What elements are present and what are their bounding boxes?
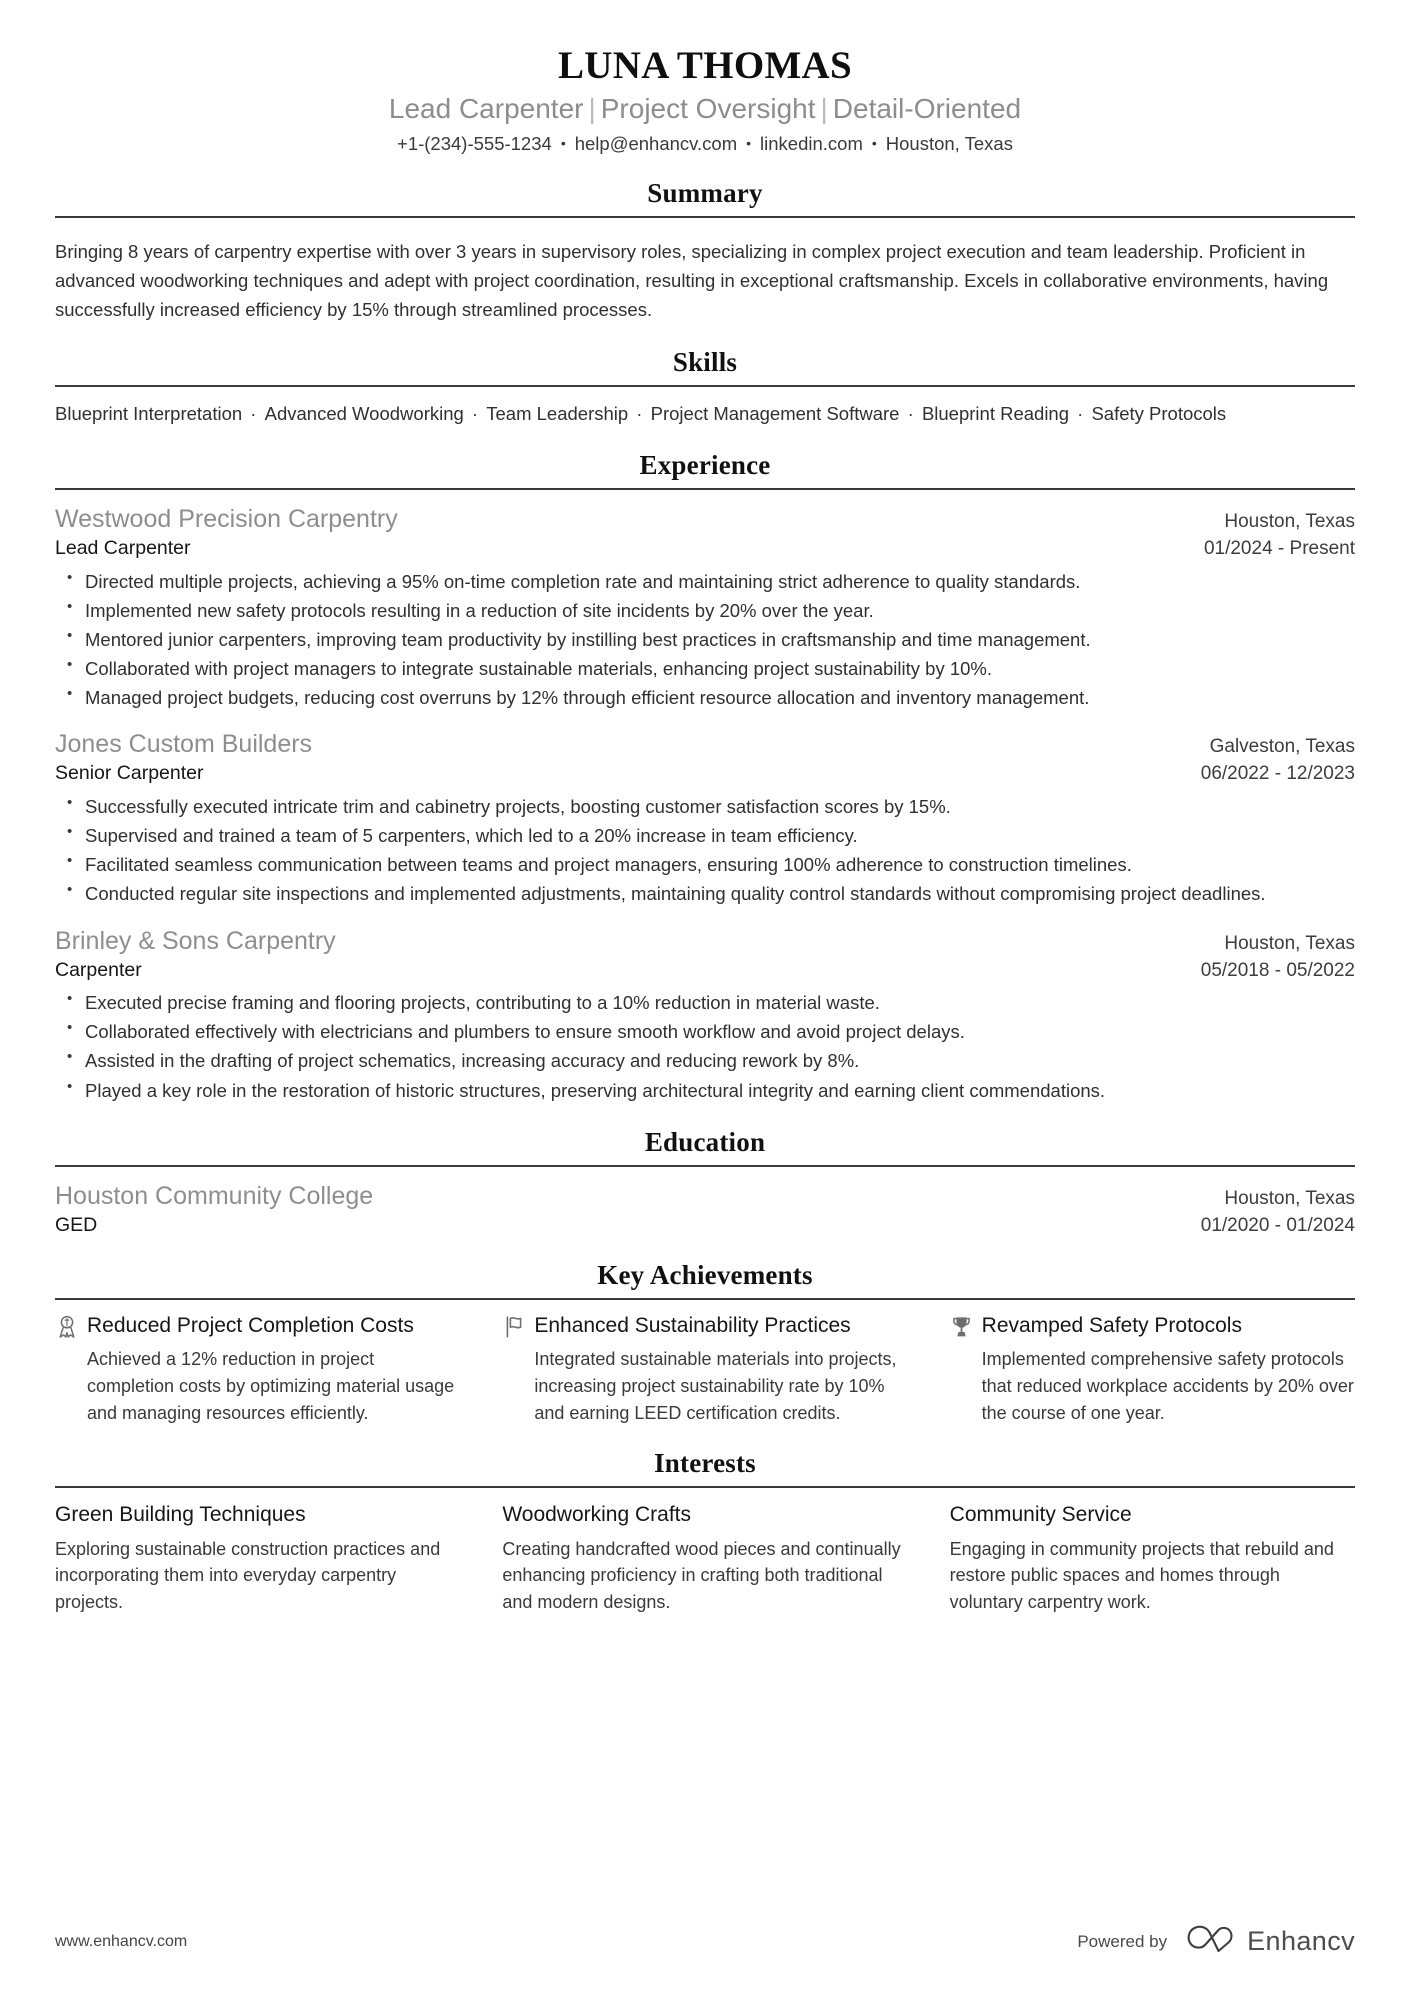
school-name: Houston Community College xyxy=(55,1181,374,1210)
skill-item: Advanced Woodworking xyxy=(264,402,464,424)
contact-item: +1-(234)-555-1234 xyxy=(397,133,552,155)
section-summary xyxy=(55,178,1355,324)
school-location: Houston, Texas xyxy=(1224,1187,1355,1209)
section-divider xyxy=(55,1298,1355,1300)
interest-item xyxy=(55,1501,460,1615)
achievement-description: Implemented comprehensive safety protocols that reduced workplace accidents by 20% over the course of one year. xyxy=(981,1349,1354,1423)
contact-separator: • xyxy=(871,135,877,152)
interest-item xyxy=(950,1501,1355,1615)
powered-by-label: Powered by xyxy=(1077,1931,1168,1951)
skill-separator: · xyxy=(631,402,648,424)
experience-entry-header xyxy=(55,503,1355,535)
section-education xyxy=(55,1127,1355,1239)
achievement-title: Reduced Project Completion Costs xyxy=(87,1314,414,1338)
headline-part: Project Oversight xyxy=(600,92,816,124)
achievement-description: Achieved a 12% reduction in project completion costs by optimizing material usage and managing resources efficiently. xyxy=(87,1349,455,1423)
job-bullet: • Successfully executed intricate trim and cabinetry projects, boosting customer satisfaction scores by 15%. xyxy=(82,793,1355,821)
section-interests xyxy=(55,1448,1355,1615)
candidate-name: LUNA THOMAS xyxy=(557,44,853,87)
skill-item: Project Management Software xyxy=(650,402,900,424)
company-location: Houston, Texas xyxy=(1224,932,1355,954)
experience-entry xyxy=(55,728,1355,908)
achievement-description: Integrated sustainable materials into projects, increasing project sustainability rate by 10% and earning LEED certification credits. xyxy=(534,1349,897,1423)
trophy-icon xyxy=(950,1314,973,1340)
education-entry-header xyxy=(55,1180,1355,1212)
job-bullet: • Mentored junior carpenters, improving team productivity by instilling best practices in craftsmanship and time management. xyxy=(82,626,1355,654)
contact-item: linkedin.com xyxy=(760,133,863,155)
skill-item: Blueprint Reading xyxy=(921,402,1070,424)
skill-separator: · xyxy=(245,402,262,424)
headline-part: Lead Carpenter xyxy=(388,92,584,124)
company-location: Houston, Texas xyxy=(1224,511,1355,533)
summary-text: Bringing 8 years of carpentry expertise with over 3 years in supervisory roles, specializing in complex project execution and team leadership. Proficient in advanced woodworking techniques and adept with project coordination, resulting in exceptional craftsmanship. Excels in collaborative environments, having successfully increased efficiency by 15% through streamlined processes. xyxy=(55,240,1329,321)
job-bullet: • Directed multiple projects, achieving a 95% on-time completion rate and maintaining strict adherence to quality standards. xyxy=(82,568,1355,596)
experience-entry-subheader xyxy=(55,957,1355,984)
achievement-header xyxy=(950,1313,1355,1340)
section-title-achievements: Key Achievements xyxy=(597,1260,813,1291)
job-bullet: • Executed precise framing and flooring projects, contributing to a 10% reduction in material waste. xyxy=(82,989,1355,1017)
achievement-title: Revamped Safety Protocols xyxy=(981,1314,1242,1338)
headline-part: Detail-Oriented xyxy=(832,92,1022,124)
contact-item: Houston, Texas xyxy=(885,133,1013,155)
enhancv-mark-icon xyxy=(1184,1924,1236,1959)
enhancv-wordmark: Enhancv xyxy=(1247,1926,1355,1956)
section-divider xyxy=(55,216,1355,218)
section-title-summary: Summary xyxy=(647,178,763,209)
interest-title: Green Building Techniques xyxy=(55,1503,306,1527)
job-bullet: • Collaborated effectively with electricians and plumbers to ensure smooth workflow and avoid project delays. xyxy=(82,1018,1355,1046)
interest-description: Engaging in community projects that rebuild and restore public spaces and homes through voluntary carpentry work. xyxy=(949,1538,1334,1612)
degree-name: GED xyxy=(55,1213,98,1236)
company-name: Brinley & Sons Carpentry xyxy=(55,926,336,955)
job-dates: 06/2022 - 12/2023 xyxy=(1200,763,1355,785)
achievement-item xyxy=(502,1313,907,1426)
job-bullet-list xyxy=(55,989,1355,1104)
experience-entry-subheader xyxy=(55,535,1355,562)
achievement-header xyxy=(502,1313,907,1340)
job-dates: 05/2018 - 05/2022 xyxy=(1200,959,1355,981)
award-ribbon-icon xyxy=(55,1314,78,1340)
section-divider xyxy=(55,1486,1355,1488)
section-title-experience: Experience xyxy=(639,450,771,481)
section-experience xyxy=(55,450,1355,1104)
resume-header xyxy=(55,44,1355,156)
section-divider xyxy=(55,1165,1355,1167)
education-entries xyxy=(55,1180,1355,1239)
enhancv-logo xyxy=(1184,1924,1355,1959)
contact-separator: • xyxy=(560,135,566,152)
skill-item: Blueprint Interpretation xyxy=(55,402,243,424)
contact-separator: • xyxy=(746,135,752,152)
job-bullet: • Assisted in the drafting of project schematics, increasing accuracy and reducing rework by 8%. xyxy=(82,1047,1355,1075)
interest-title: Woodworking Crafts xyxy=(502,1503,692,1527)
job-bullet: • Conducted regular site inspections and implemented adjustments, maintaining quality control standards without compromising project deadlines. xyxy=(82,880,1355,908)
interest-item xyxy=(502,1501,907,1615)
job-bullet-list xyxy=(55,568,1355,713)
headline-separator: | xyxy=(820,92,828,124)
achievement-item xyxy=(950,1313,1355,1426)
experience-entry xyxy=(55,503,1355,712)
achievement-columns xyxy=(55,1313,1355,1426)
education-entry-subheader xyxy=(55,1212,1355,1239)
experience-entries xyxy=(55,503,1355,1104)
job-bullet: • Implemented new safety protocols resulting in a reduction of site incidents by 20% over the year. xyxy=(82,597,1355,625)
skill-item: Team Leadership xyxy=(486,402,629,424)
interest-description: Exploring sustainable construction practices and incorporating them into everyday carpentry projects. xyxy=(55,1538,441,1612)
interest-title: Community Service xyxy=(949,1503,1132,1527)
section-title-interests: Interests xyxy=(654,1448,756,1479)
achievement-header xyxy=(55,1313,460,1340)
achievement-item xyxy=(55,1313,460,1426)
skill-separator: · xyxy=(902,402,919,424)
section-skills xyxy=(55,347,1355,429)
job-bullet: • Collaborated with project managers to integrate sustainable materials, enhancing project sustainability by 10%. xyxy=(82,655,1355,683)
job-title: Carpenter xyxy=(55,958,142,981)
experience-entry-subheader xyxy=(55,760,1355,787)
experience-entry xyxy=(55,925,1355,1105)
job-bullet: • Supervised and trained a team of 5 carpenters, which led to a 20% increase in team efficiency. xyxy=(82,822,1355,850)
skill-separator: · xyxy=(466,402,484,424)
job-bullet: • Played a key role in the restoration of historic structures, preserving architectural integrity and earning client commendations. xyxy=(82,1077,1355,1105)
skills-list xyxy=(55,400,1355,429)
job-bullet: • Facilitated seamless communication between teams and project managers, ensuring 100% adherence to construction timelines. xyxy=(82,851,1355,879)
achievement-title: Enhanced Sustainability Practices xyxy=(534,1314,851,1338)
job-bullet: • Managed project budgets, reducing cost overruns by 12% through efficient resource allocation and inventory management. xyxy=(82,684,1355,712)
contact-item: help@enhancv.com xyxy=(574,133,738,155)
job-title: Senior Carpenter xyxy=(55,762,204,785)
experience-entry-header xyxy=(55,728,1355,760)
candidate-headline xyxy=(55,92,1355,126)
skill-item: Safety Protocols xyxy=(1091,402,1227,424)
job-title: Lead Carpenter xyxy=(55,537,191,560)
company-name: Westwood Precision Carpentry xyxy=(55,505,398,534)
job-dates: 01/2024 - Present xyxy=(1203,538,1355,560)
experience-entry-header xyxy=(55,925,1355,957)
education-entry xyxy=(55,1180,1355,1239)
section-title-skills: Skills xyxy=(672,346,738,377)
page-footer xyxy=(55,1924,1355,1959)
interest-columns xyxy=(55,1501,1355,1615)
footer-branding xyxy=(1077,1924,1355,1959)
company-location: Galveston, Texas xyxy=(1209,736,1355,758)
section-title-education: Education xyxy=(644,1126,766,1157)
education-dates: 01/2020 - 01/2024 xyxy=(1200,1214,1355,1236)
interest-description: Creating handcrafted wood pieces and continually enhancing proficiency in crafting both traditional and modern designs. xyxy=(502,1538,901,1612)
headline-separator: | xyxy=(588,92,596,124)
section-divider xyxy=(55,488,1355,490)
section-divider xyxy=(55,385,1355,387)
job-bullet-list xyxy=(55,793,1355,908)
contact-line xyxy=(55,132,1355,156)
flag-icon xyxy=(502,1314,525,1340)
footer-url[interactable]: www.enhancv.com xyxy=(55,1932,188,1950)
skill-separator: · xyxy=(1072,402,1089,424)
company-name: Jones Custom Builders xyxy=(55,730,313,759)
section-achievements xyxy=(55,1260,1355,1426)
